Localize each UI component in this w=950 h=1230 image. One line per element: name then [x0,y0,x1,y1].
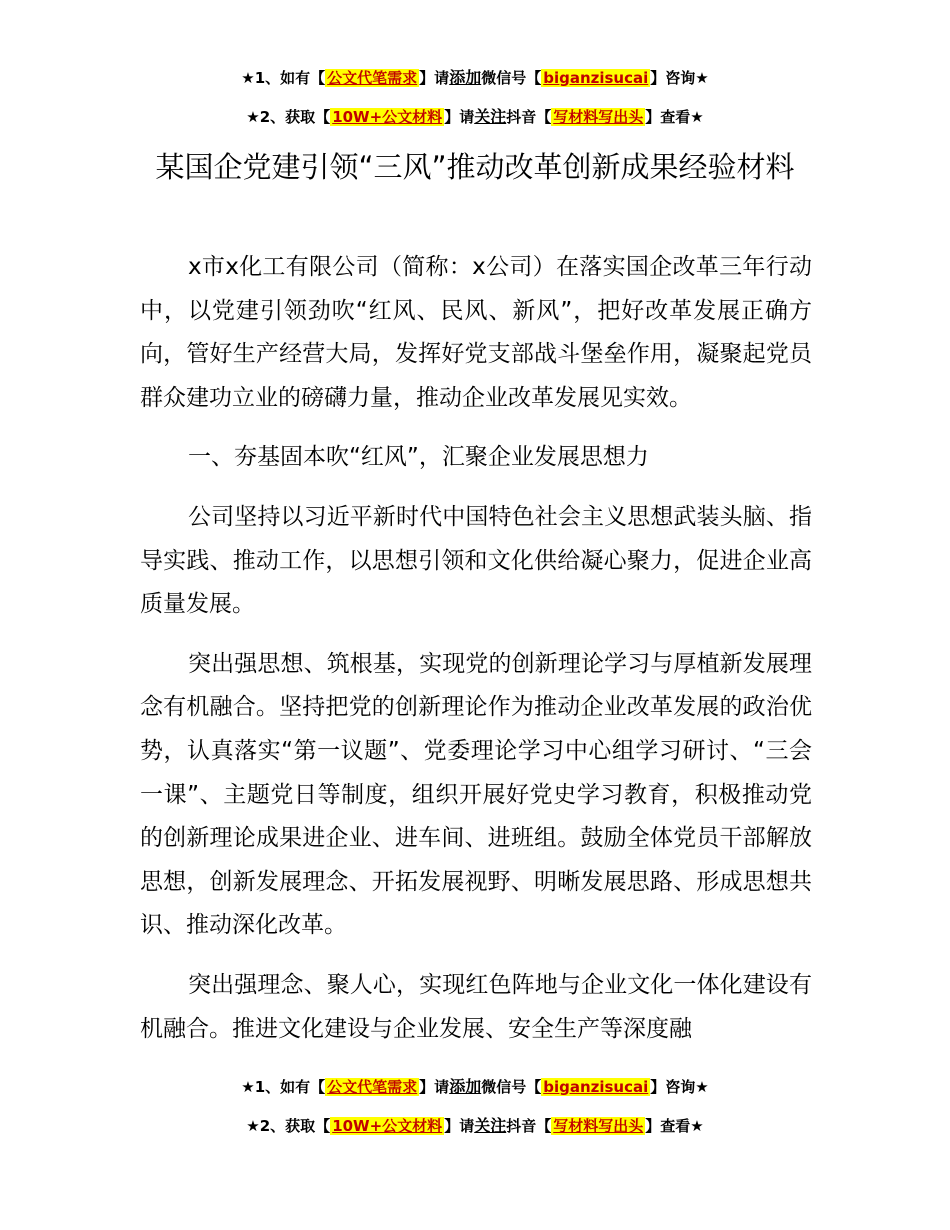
top-banner-line-2: ★2、获取【 10W+公文材料 】请关注抖音【 写材料写出头 】查看★ [246,107,704,126]
highlight-douyin: 写材料写出头 [553,108,644,126]
highlight-service: 公文代笔需求 [327,69,418,87]
bottom-banner-line-1: ★1、如有【 公文代笔需求 】请添加微信号【 biganzisucai 】咨询★ [241,1077,709,1096]
document-title: 某国企党建引领“三风”推动改革创新成果经验材料 [155,150,795,184]
top-banner-line-1: ★1、如有【 公文代笔需求 】请添加微信号【 biganzisucai 】咨询★ [241,68,709,87]
highlight-service: 公文代笔需求 [327,1078,418,1096]
highlight-materials: 10W+公文材料 [332,108,443,126]
bottom-banner-line-2: ★2、获取【 10W+公文材料 】请关注抖音【 写材料写出头 】查看★ [246,1116,704,1135]
highlight-materials: 10W+公文材料 [332,1117,443,1135]
paragraph-intro: x市x化工有限公司（简称：x公司）在落实国企改革三年行动中，以党建引领劲吹“红风、民风、新风”，把好改革发展正确方向，管好生产经营大局，发挥好党支部战斗堡垒作用，凝聚起党员群众建功立业的磅礴力量，推动企业改革发展见实效。 [140,254,812,411]
section-heading-1: 一、夯基固本吹“红风”，汇聚企业发展思想力 [188,444,649,471]
paragraph: 突出强理念、聚人心，实现红色阵地与企业文化一体化建设有机融合。推进文化建设与企业发展、安全生产等深度融 [140,971,812,1042]
document-body [140,246,812,1067]
highlight-douyin: 写材料写出头 [553,1117,644,1135]
paragraph: 突出强思想、筑根基，实现党的创新理论学习与厚植新发展理念有机融合。坚持把党的创新理论作为推动企业改革发展的政治优势，认真落实“第一议题”、党委理论学习中心组学习研讨、“三会一课”、主题党日等制度，组织开展好党史学习教育，积极推动党的创新理论成果进企业、进车间、进班组。鼓励全体党员干部解放思想，创新发展理念、开拓发展视野、明晰发展思路、形成思想共识、推动深化改革。 [140,650,812,939]
highlight-wechat-id: biganzisucai [543,69,649,87]
highlight-wechat-id: biganzisucai [543,1078,649,1096]
paragraph: 公司坚持以习近平新时代中国特色社会主义思想武装头脑、指导实践、推动工作，以思想引领和文化供给凝心聚力，促进企业高质量发展。 [140,503,812,618]
